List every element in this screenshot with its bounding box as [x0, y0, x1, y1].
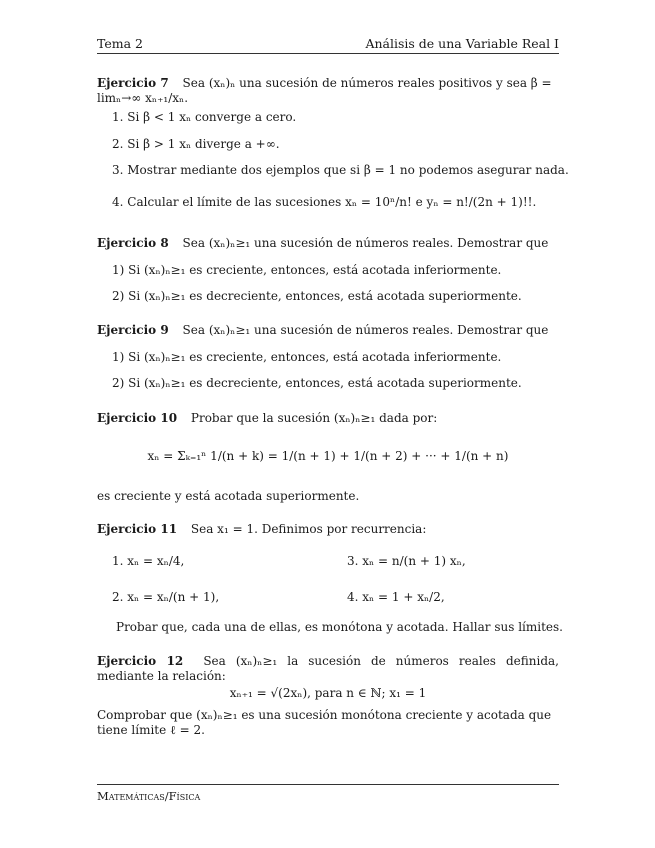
- list-item: 1) Si (xₙ)ₙ≥₁ es creciente, entonces, está acotada inferiormente.: [112, 350, 502, 364]
- exercise-intro: Sea (xₙ)ₙ una sucesión de números reales positivos y sea β = limₙ→∞ xₙ₊₁/xₙ.: [97, 76, 552, 105]
- exercise-title: Ejercicio 12: [97, 654, 184, 668]
- exercise-title: Ejercicio 7: [97, 76, 169, 90]
- exercise-title: Ejercicio 11: [97, 522, 178, 536]
- list-item: 1. xₙ = xₙ/4,: [112, 554, 185, 568]
- list-item: 2. Si β > 1 xₙ diverge a +∞.: [112, 137, 280, 151]
- exercise-title: Ejercicio 10: [97, 411, 178, 425]
- list-item: 4. xₙ = 1 + xₙ/2,: [347, 590, 445, 604]
- exercise-12: [97, 654, 559, 684]
- list-item: 4. Calcular el límite de las sucesiones xₙ = 10ⁿ/n! e yₙ = n!/(2n + 1)!!.: [112, 195, 537, 209]
- exercise-outro: Comprobar que (xₙ)ₙ≥₁ es una sucesión monótona creciente y acotada que tiene límite ℓ = 2.: [97, 708, 552, 737]
- exercise-8: [97, 236, 559, 251]
- list-item: 2) Si (xₙ)ₙ≥₁ es decreciente, entonces, está acotada superiormente.: [112, 376, 522, 390]
- list-item: 2. xₙ = xₙ/(n + 1),: [112, 590, 220, 604]
- display-formula: xₙ = Σₖ₌₁ⁿ 1/(n + k) = 1/(n + 1) + 1/(n + 2) + ··· + 1/(n + n): [147, 449, 509, 463]
- list-item: 1) Si (xₙ)ₙ≥₁ es creciente, entonces, está acotada inferiormente.: [112, 263, 502, 277]
- footer-text: Matemáticas/Física: [97, 789, 201, 803]
- header-rule: [97, 53, 559, 54]
- exercise-outro: Probar que, cada una de ellas, es monótona y acotada. Hallar sus límites.: [116, 620, 563, 634]
- list-item: 2) Si (xₙ)ₙ≥₁ es decreciente, entonces, está acotada superiormente.: [112, 289, 522, 303]
- footer-rule: [97, 784, 559, 785]
- header-left: Tema 2: [97, 36, 143, 51]
- exercise-intro: Probar que la sucesión (xₙ)ₙ≥₁ dada por:: [190, 411, 438, 425]
- exercise-intro: Sea (xₙ)ₙ≥₁ la sucesión de números reales definida, mediante la relación:: [97, 654, 559, 683]
- list-item: 3. Mostrar mediante dos ejemplos que si β = 1 no podemos asegurar nada.: [112, 163, 569, 177]
- list-item: 3. xₙ = n/(n + 1) xₙ,: [347, 554, 466, 568]
- exercise-11: [97, 522, 559, 537]
- display-formula: xₙ₊₁ = √(2xₙ), para n ∈ ℕ; x₁ = 1: [229, 686, 427, 700]
- exercise-title: Ejercicio 9: [97, 323, 169, 337]
- exercise-intro: Sea (xₙ)ₙ≥₁ una sucesión de números reales. Demostrar que: [182, 323, 549, 337]
- exercise-10: [97, 411, 559, 426]
- header-right: Análisis de una Variable Real I: [365, 36, 559, 51]
- exercise-9: [97, 323, 559, 338]
- exercise-outro: es creciente y está acotada superiormente.: [97, 489, 360, 503]
- exercise-intro: Sea x₁ = 1. Definimos por recurrencia:: [190, 522, 427, 536]
- exercise-intro: Sea (xₙ)ₙ≥₁ una sucesión de números reales. Demostrar que: [182, 236, 549, 250]
- exercise-7: [97, 76, 559, 106]
- list-item: 1. Si β < 1 xₙ converge a cero.: [112, 110, 297, 124]
- exercise-title: Ejercicio 8: [97, 236, 169, 250]
